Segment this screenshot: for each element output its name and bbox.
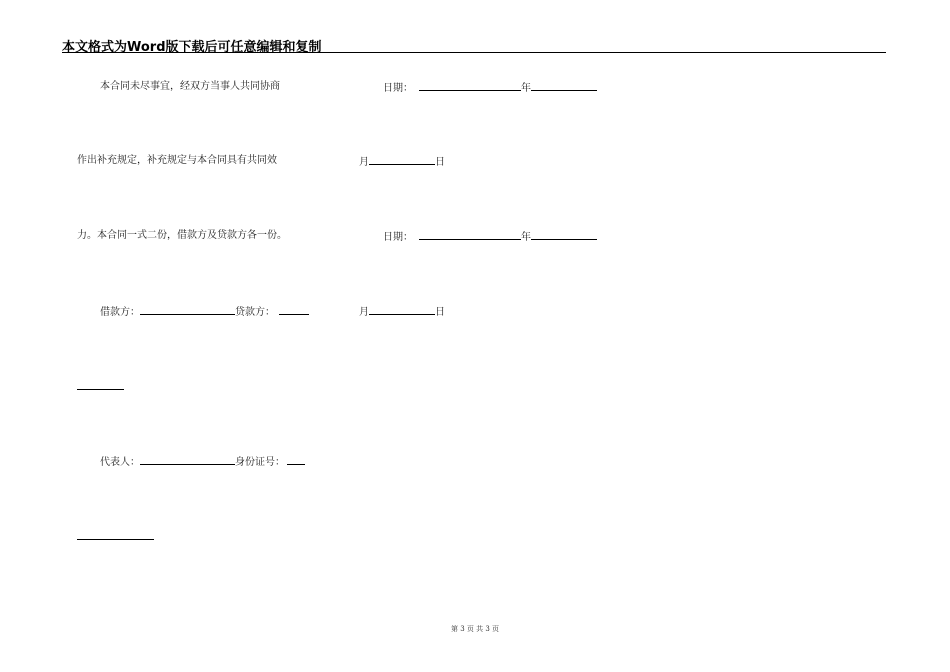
month-day-row-1 <box>359 155 445 169</box>
date-year-blank-1[interactable] <box>419 81 521 91</box>
date-year-blank-2[interactable] <box>419 230 521 240</box>
date-month-unit-1: 月 <box>359 157 369 168</box>
borrower-signature-blank[interactable] <box>140 305 235 315</box>
date-month-blank-2[interactable] <box>531 230 597 240</box>
signature-row-representative <box>100 455 305 469</box>
id-number-label: 身份证号： <box>235 457 285 468</box>
page-number-footer: 第 3 页 共 3 页 <box>450 625 500 633</box>
representative-signature-blank[interactable] <box>140 455 235 465</box>
date-day-blank-2[interactable] <box>369 305 435 315</box>
date-day-blank-1[interactable] <box>369 155 435 165</box>
lender-label: 贷款方： <box>235 307 275 318</box>
date-day-unit-2: 日 <box>435 307 445 318</box>
lender-signature-blank[interactable] <box>279 305 309 315</box>
date-day-unit-1: 日 <box>435 157 445 168</box>
date-month-blank-1[interactable] <box>531 81 597 91</box>
clause-line-2: 作出补充规定，补充规定与本合同具有共同效 <box>77 155 277 166</box>
date-label-1: 日期： <box>383 83 413 94</box>
date-month-unit-2: 月 <box>359 307 369 318</box>
signature-row-parties <box>100 305 309 319</box>
id-number-continuation-blank[interactable] <box>77 539 154 540</box>
document-header-title: 本文格式为Word版下载后可任意编辑和复制 <box>62 40 322 55</box>
lender-signature-continuation-blank[interactable] <box>77 389 124 390</box>
clause-line-1: 本合同未尽事宜，经双方当事人共同协商 <box>100 81 280 92</box>
date-year-unit-1: 年 <box>521 83 531 94</box>
date-label-2: 日期： <box>383 232 413 243</box>
month-day-row-2 <box>359 305 445 319</box>
id-number-blank[interactable] <box>287 455 305 465</box>
clause-line-3: 力。本合同一式二份，借款方及贷款方各一份。 <box>77 230 287 241</box>
date-year-unit-2: 年 <box>521 232 531 243</box>
borrower-label: 借款方： <box>100 307 140 318</box>
representative-label: 代表人： <box>100 457 140 468</box>
date-row-2 <box>383 230 597 244</box>
date-row-1 <box>383 81 597 95</box>
header-divider <box>62 52 886 53</box>
